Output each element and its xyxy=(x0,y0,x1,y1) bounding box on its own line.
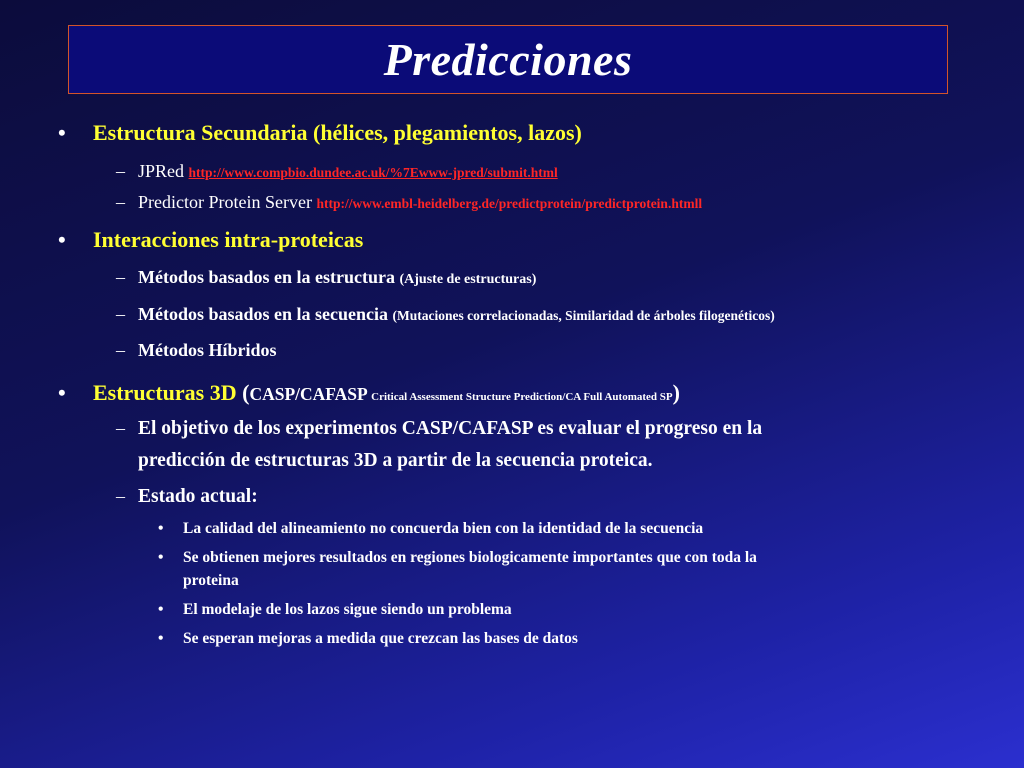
slide-title: Predicciones xyxy=(383,34,633,85)
list-item-hybrid-methods: Métodos Híbridos xyxy=(138,340,277,360)
section-heading-3d xyxy=(93,380,680,406)
paren-open: ( xyxy=(236,380,250,405)
list-item-jpred xyxy=(138,161,558,182)
casp-label: CASP/CAFASP xyxy=(249,384,372,404)
status-item-loops: El modelaje de los lazos sigue siendo un problema xyxy=(183,601,512,618)
section-heading-secondary-structure: Estructura Secundaria (hélices, plegamientos, lazos) xyxy=(93,120,582,145)
sequence-methods-label: Métodos basados en la secuencia xyxy=(138,304,393,324)
casp-note: Critical Assessment Structure Prediction/CA Full Automated SP xyxy=(371,391,673,403)
sub-bullet: • xyxy=(158,601,164,618)
bullet: • xyxy=(58,120,66,145)
dash: – xyxy=(116,304,125,324)
sub-bullet: • xyxy=(158,520,164,537)
list-item-structure-methods xyxy=(138,267,536,288)
dash: – xyxy=(116,418,125,438)
dash: – xyxy=(116,192,125,212)
jpred-link[interactable]: http://www.compbio.dundee.ac.uk/%7Ewww-jpred/submit.html xyxy=(188,165,558,180)
list-item-predictor-protein xyxy=(138,192,702,213)
objective-line-2: predicción de estructuras 3D a partir de la secuencia proteica. xyxy=(138,450,653,471)
structure-methods-label: Métodos basados en la estructura xyxy=(138,267,400,287)
status-item-regions-line-1: Se obtienen mejores resultados en regiones biologicamente importantes que con toda la xyxy=(183,549,757,566)
section-heading-interactions: Interacciones intra-proteicas xyxy=(93,227,364,252)
section-heading-3d-label: Estructuras 3D xyxy=(93,380,237,405)
status-item-regions-line-2: proteina xyxy=(183,572,239,589)
bullet: • xyxy=(58,380,66,405)
predictor-protein-link[interactable]: http://www.embl-heidelberg.de/predictprotein/predictprotein.htmll xyxy=(316,196,703,211)
dash: – xyxy=(116,267,125,287)
sub-bullet: • xyxy=(158,549,164,566)
list-item-sequence-methods xyxy=(138,304,775,325)
bullet: • xyxy=(58,227,66,252)
paren-close: ) xyxy=(672,380,680,405)
predictor-protein-label: Predictor Protein Server xyxy=(138,192,317,212)
dash: – xyxy=(116,340,125,360)
status-item-databases: Se esperan mejoras a medida que crezcan las bases de datos xyxy=(183,630,578,647)
sequence-methods-note: (Mutaciones correlacionadas, Similaridad de árboles filogenéticos) xyxy=(392,308,775,323)
objective-line-1: El objetivo de los experimentos CASP/CAFASP es evaluar el progreso en la xyxy=(138,418,763,439)
sub-bullet: • xyxy=(158,630,164,647)
dash: – xyxy=(116,161,125,181)
jpred-label: JPRed xyxy=(138,161,189,181)
status-item-alignment: La calidad del alineamiento no concuerda bien con la identidad de la secuencia xyxy=(183,520,704,537)
structure-methods-note: (Ajuste de estructuras) xyxy=(399,272,537,287)
dash: – xyxy=(116,486,125,506)
status-label: Estado actual: xyxy=(138,486,258,507)
